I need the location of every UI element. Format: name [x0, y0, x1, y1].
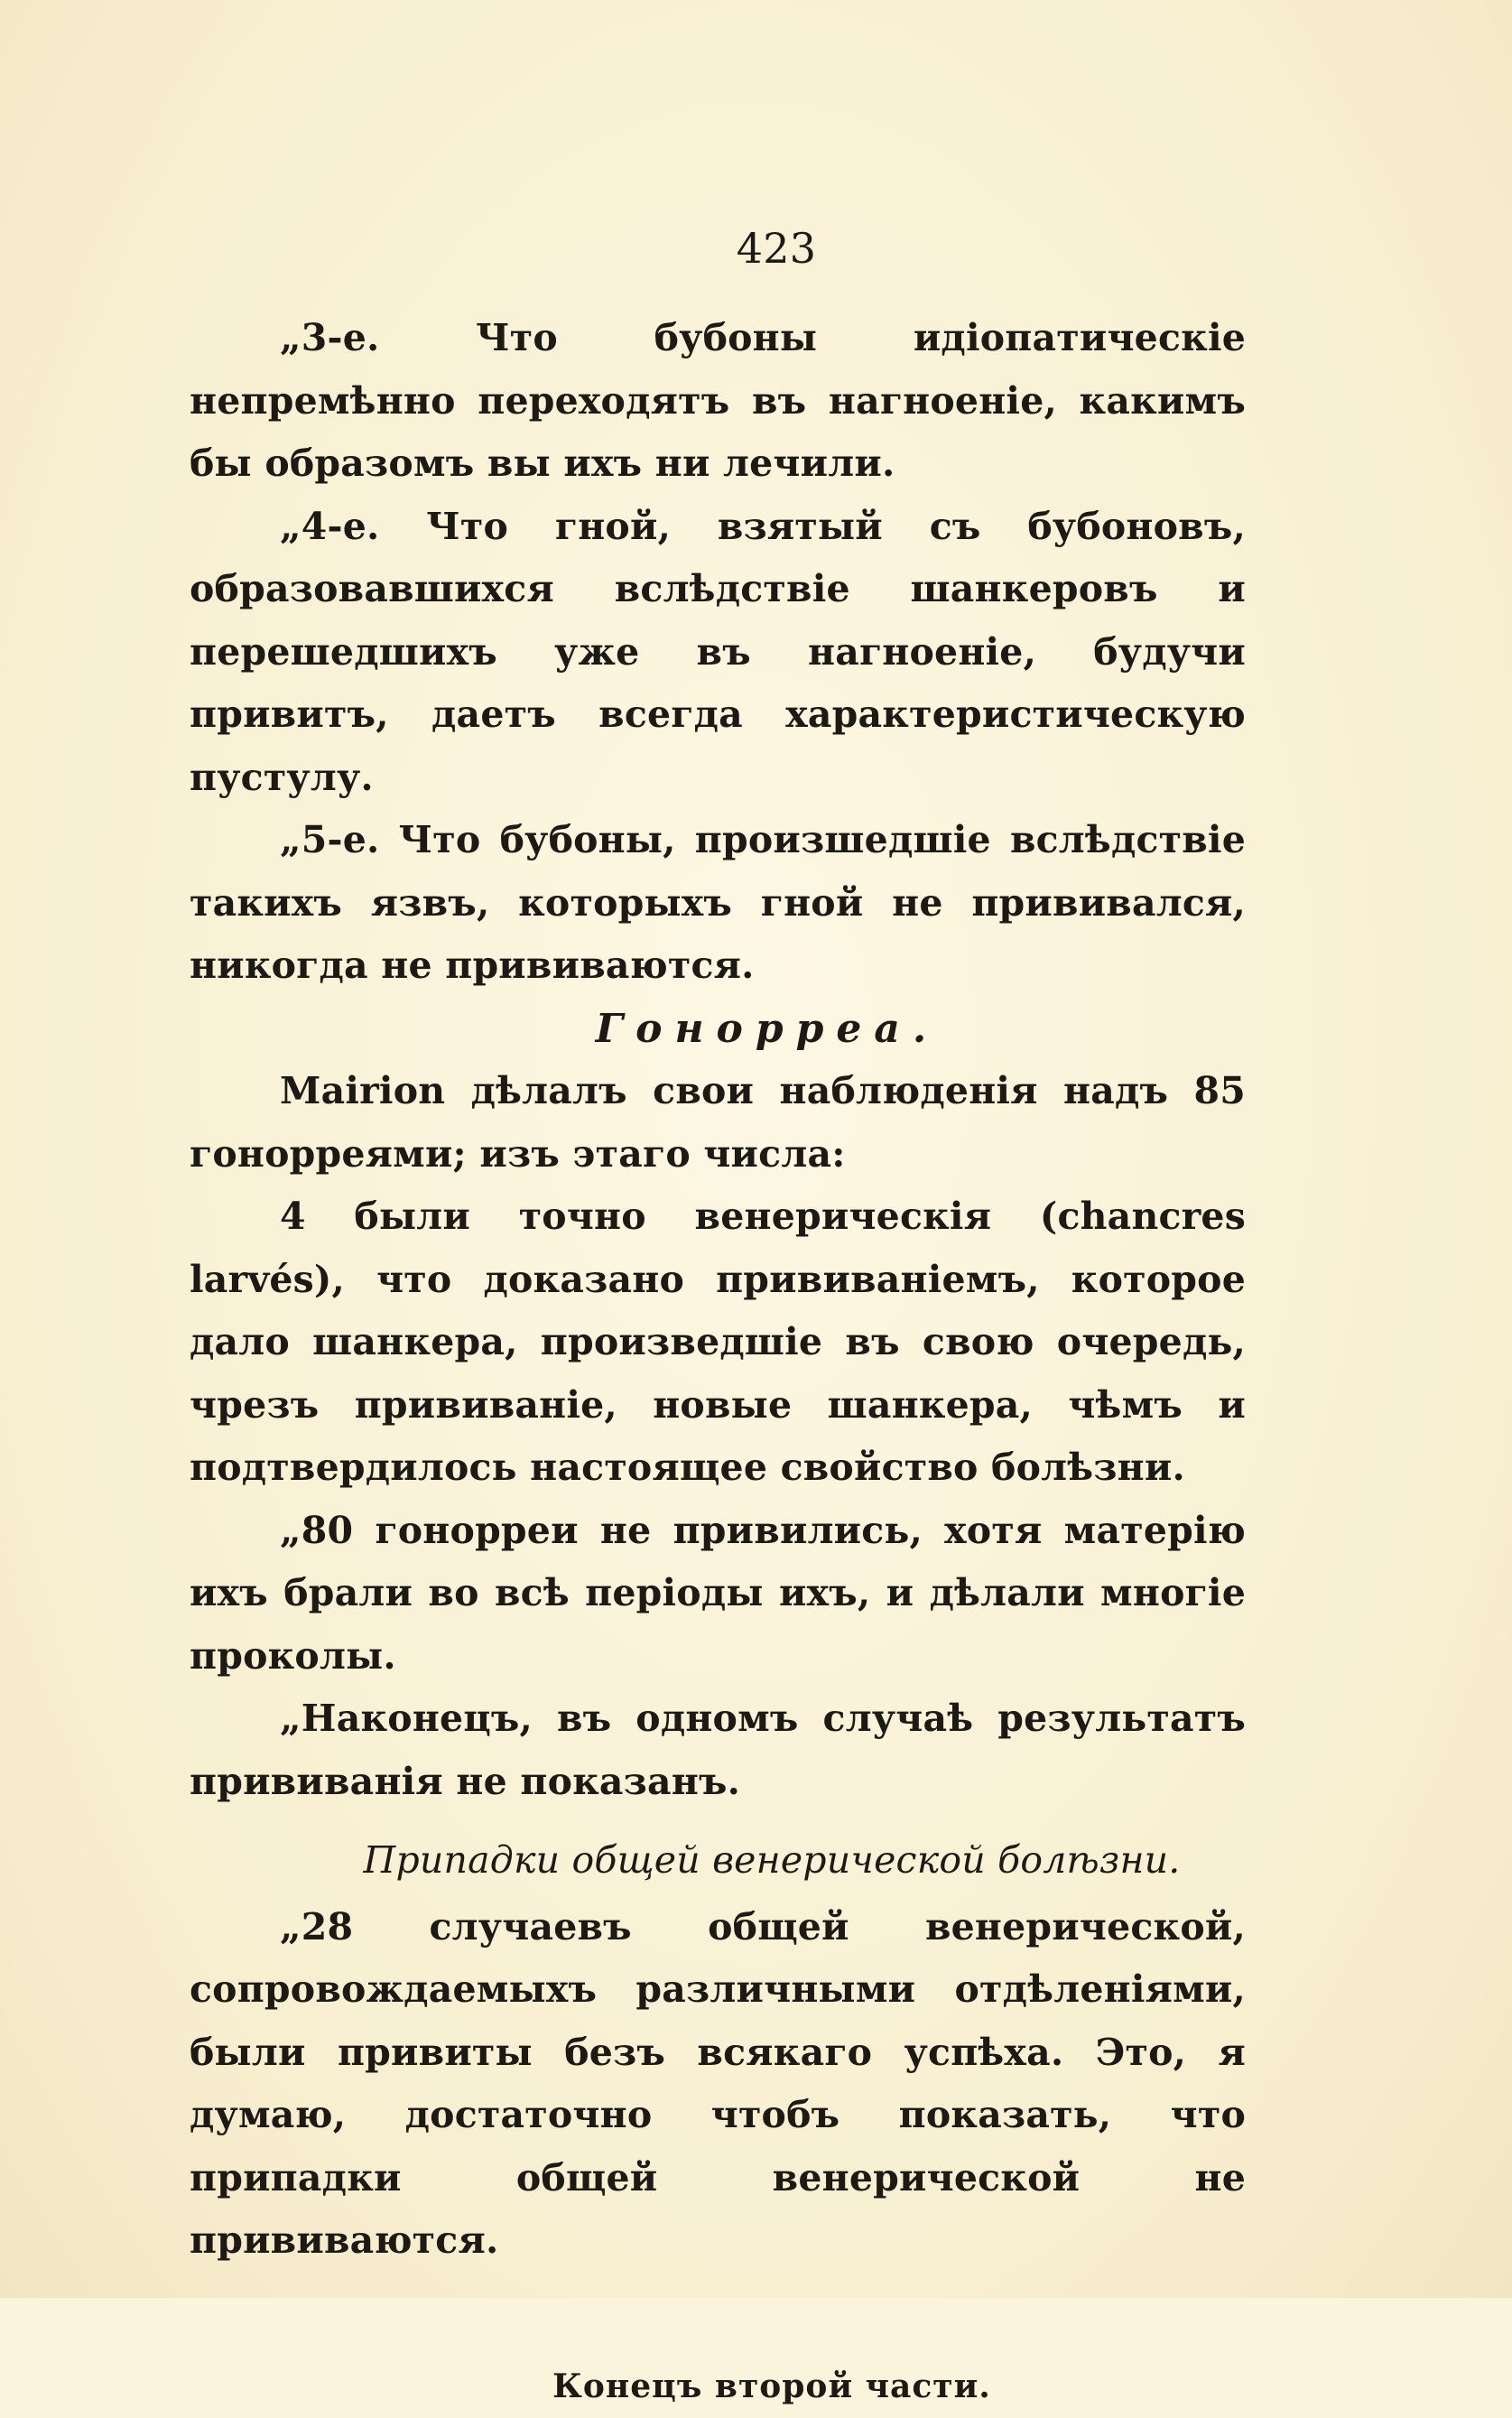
paragraph: Mairion дѣлалъ свои наблюденія надъ 85 гонорреями; изъ этаго числа: [190, 1060, 1246, 1186]
paragraph: „Наконецъ, въ одномъ случаѣ результатъ прививанія не показанъ. [190, 1688, 1246, 1813]
section-heading: Гонорреа. [289, 998, 1246, 1061]
paragraph: 4 были точно венерическія (chancres larvés), что доказано прививаніемъ, которое дало шанкера, произведшіе въ свою очередь, чрезъ прививаніе, новые шанкера, чѣмъ и подтвердилось настоящее свойство болѣзни. [190, 1186, 1246, 1500]
section-heading: Припадки общей венерической болѣзни. [298, 1829, 1246, 1893]
page-number: 423 [307, 208, 1246, 307]
paragraph: „5-е. Что бубоны, произшедшіе вслѣдствіе такихъ язвъ, которыхъ гной не прививался, никогда не прививаются. [190, 809, 1246, 998]
end-of-part-note: Конецъ второй части. [298, 2356, 1246, 2418]
paragraph: „28 случаевъ общей венерической, сопровождаемыхъ различными отдѣленіями, были привиты безъ всякаго успѣха. Это, я думаю, достаточно чтобъ показать, что припадки общей венерической не прививаются. [190, 1896, 1246, 2273]
paragraph: „4-е. Что гной, взятый съ бубоновъ, образовавшихся вслѣдствіе шанкеровъ и перешедшихъ уже въ нагноеніе, будучи привитъ, даетъ всегда характеристическую пустулу. [190, 496, 1246, 810]
paragraph: „80 гонорреи не привились, хотя матерію ихъ брали во всѣ періоды ихъ, и дѣлали многіе проколы. [190, 1500, 1246, 1688]
paragraph: „3-е. Что бубоны идіопатическіе непремѣнно переходятъ въ нагноеніе, какимъ бы образомъ вы ихъ ни лечили. [190, 307, 1246, 496]
text-block [190, 208, 1246, 2418]
